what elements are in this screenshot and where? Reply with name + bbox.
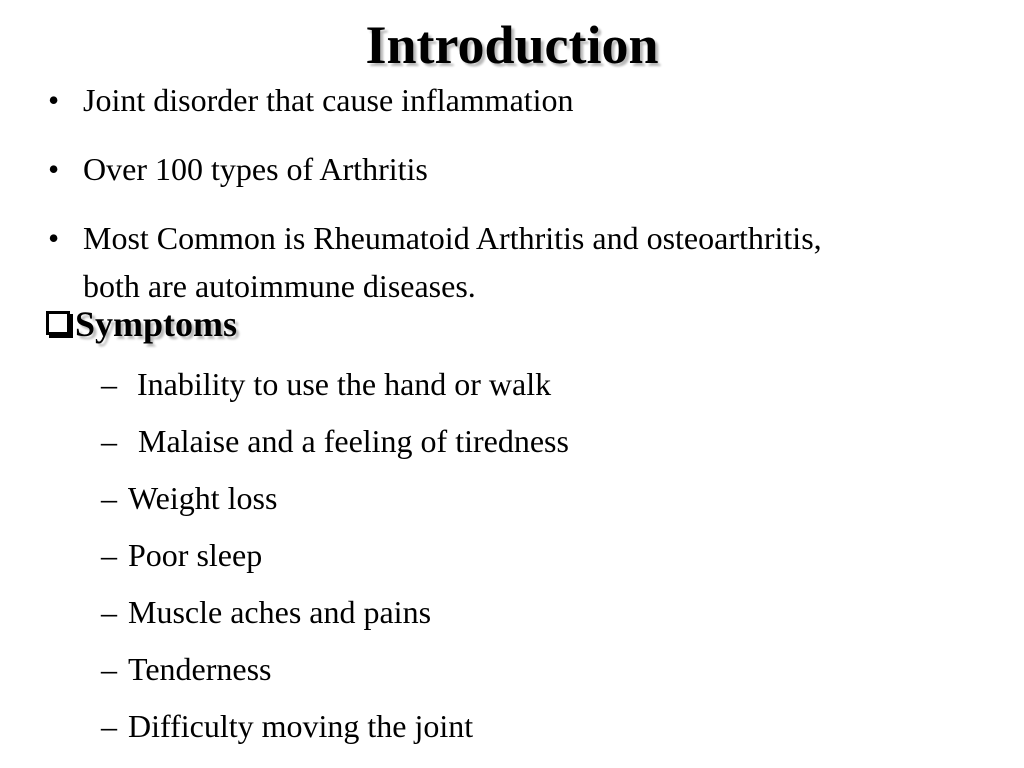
dash-icon: – — [101, 708, 117, 744]
list-item — [0, 645, 1024, 702]
list-item — [0, 360, 1024, 417]
symptom-text: Tenderness — [128, 651, 272, 687]
list-item — [0, 474, 1024, 531]
list-item — [0, 588, 1024, 645]
slide-title: Introduction — [365, 15, 659, 75]
dash-icon: – — [101, 651, 117, 687]
dash-icon: – — [101, 366, 117, 402]
symptom-text: Malaise and a feeling of tiredness — [138, 423, 569, 459]
symptoms-heading — [46, 300, 237, 348]
dash-icon: – — [101, 480, 117, 516]
bullet-text: Over 100 types of Arthritis — [83, 151, 428, 187]
bullet-dot-icon: • — [48, 151, 60, 187]
symptom-text: Poor sleep — [128, 537, 263, 573]
list-item — [0, 702, 1024, 759]
bullet-text: Joint disorder that cause inflammation — [83, 82, 574, 118]
symptom-text: Difficulty moving the joint — [128, 708, 474, 744]
checkbox-icon — [46, 311, 73, 338]
bullet-item — [0, 149, 1024, 197]
symptom-text: Inability to use the hand or walk — [137, 366, 552, 402]
list-item — [0, 531, 1024, 588]
bullet-dot-icon: • — [48, 220, 60, 256]
bullet-item — [0, 80, 1024, 128]
dash-icon: – — [101, 423, 117, 459]
symptom-text: Weight loss — [128, 480, 278, 516]
bullet-dot-icon: • — [48, 82, 60, 118]
dash-icon: – — [101, 537, 117, 573]
list-item — [0, 417, 1024, 474]
dash-icon: – — [101, 594, 117, 630]
symptoms-list — [0, 360, 1024, 759]
bullet-list — [0, 80, 1024, 335]
symptoms-heading-label: Symptoms — [75, 304, 238, 344]
bullet-text: Most Common is Rheumatoid Arthritis and osteoarthritis, both are autoimmune diseases. — [83, 220, 822, 304]
symptom-text: Muscle aches and pains — [128, 594, 432, 630]
